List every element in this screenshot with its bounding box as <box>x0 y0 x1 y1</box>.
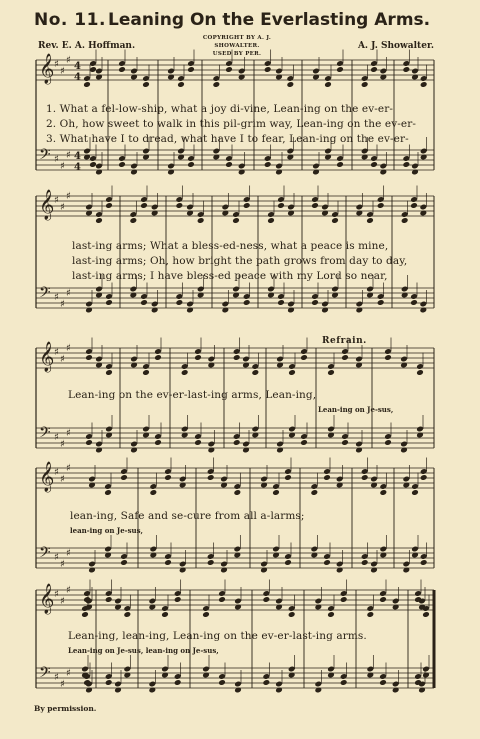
sharp-sign: ♯ <box>60 299 65 310</box>
notehead <box>277 202 285 209</box>
notehead <box>384 439 392 446</box>
notehead <box>202 611 210 618</box>
sharp-sign: ♯ <box>66 668 71 679</box>
notehead <box>225 66 233 73</box>
notehead <box>187 161 195 168</box>
notehead <box>340 596 348 603</box>
sharp-sign: ♯ <box>60 679 65 690</box>
time-signature: 4 <box>74 72 81 83</box>
notehead <box>194 354 202 361</box>
hymn-number: No. 11. <box>34 10 106 30</box>
notehead <box>85 439 93 446</box>
sharp-sign: ♯ <box>60 474 65 485</box>
notehead <box>403 66 411 73</box>
notehead <box>85 354 93 361</box>
notehead <box>341 439 349 446</box>
notehead <box>327 611 335 618</box>
notehead <box>288 369 296 376</box>
notehead <box>81 611 89 618</box>
notehead <box>142 369 150 376</box>
notehead <box>194 439 202 446</box>
refrain-label: Refrain. <box>322 336 367 346</box>
notehead <box>174 596 182 603</box>
sharp-sign: ♯ <box>54 154 59 165</box>
sharp-sign: ♯ <box>60 66 65 77</box>
notehead <box>384 354 392 361</box>
notehead <box>154 354 162 361</box>
sharp-sign: ♯ <box>54 432 59 443</box>
verse-1-line-1: 1. What a fel-low-ship, what a joy di-vine, Lean-ing on the ev-er- <box>46 103 393 115</box>
notehead <box>422 611 430 618</box>
refrain-line-2: lean-ing, Safe and se-cure from all a-larms; <box>70 510 305 522</box>
notehead <box>140 299 148 306</box>
notehead <box>104 489 112 496</box>
notehead <box>411 489 419 496</box>
sharp-sign: ♯ <box>60 202 65 213</box>
notehead <box>95 217 103 224</box>
treble-clef: 𝄞 <box>39 584 55 614</box>
treble-clef: 𝄞 <box>39 190 55 220</box>
notehead <box>380 489 388 496</box>
notehead <box>264 66 272 73</box>
notehead <box>181 369 189 376</box>
sharp-sign: ♯ <box>54 467 59 478</box>
permission-footer: By permission. <box>34 704 97 713</box>
notehead <box>263 679 271 686</box>
notehead <box>176 202 184 209</box>
notehead <box>327 369 335 376</box>
verse-3-line-1: 3. What have I to dread, what have I to fear, Lean-ing on the ev-er- <box>46 133 409 145</box>
bass-clef: 𝄢 <box>39 146 51 167</box>
notehead <box>288 611 296 618</box>
notehead <box>105 202 113 209</box>
notehead <box>234 489 242 496</box>
notehead <box>300 439 308 446</box>
notehead <box>366 217 374 224</box>
notehead <box>118 66 126 73</box>
time-signature: 4 <box>74 151 81 162</box>
notehead <box>336 161 344 168</box>
notehead <box>120 474 128 481</box>
sharp-sign: ♯ <box>66 428 71 439</box>
notehead <box>105 299 113 306</box>
notehead <box>124 611 132 618</box>
notehead <box>264 161 272 168</box>
refrain-line-1: Lean-ing on the ev-er-last-ing arms, Lean-ing, <box>68 389 317 401</box>
sharp-sign: ♯ <box>60 596 65 607</box>
notehead <box>263 596 271 603</box>
notehead <box>105 596 113 603</box>
notehead <box>233 354 241 361</box>
notehead <box>377 202 385 209</box>
copyright-line-2: USED BY PER. <box>212 51 262 57</box>
notehead <box>225 161 233 168</box>
verse-3-line-2: last-ing arms; I have bless-ed peace with my Lord so near, <box>72 270 388 282</box>
notehead <box>311 489 319 496</box>
notehead <box>197 217 205 224</box>
notehead <box>410 202 418 209</box>
sharp-sign: ♯ <box>66 191 71 202</box>
notehead <box>105 679 113 686</box>
notehead <box>233 439 241 446</box>
sharp-sign: ♯ <box>60 354 65 365</box>
notehead <box>367 611 375 618</box>
notehead <box>336 66 344 73</box>
notehead <box>120 559 128 566</box>
notehead <box>232 217 240 224</box>
notehead <box>420 559 428 566</box>
notehead <box>300 354 308 361</box>
notehead <box>410 299 418 306</box>
notehead <box>361 474 369 481</box>
refrain-line-3: Lean-ing, lean-ing, Lean-ing on the ev-er-last-ing arms. <box>68 630 367 642</box>
bass-clef: 𝄢 <box>39 544 51 565</box>
sharp-sign: ♯ <box>54 195 59 206</box>
refrain-line-2-bass: lean-ing on Je-sus, <box>70 526 143 535</box>
notehead <box>311 202 319 209</box>
notehead <box>370 161 378 168</box>
notehead <box>272 489 280 496</box>
sharp-sign: ♯ <box>54 59 59 70</box>
notehead <box>154 439 162 446</box>
notehead <box>161 611 169 618</box>
bass-clef: 𝄢 <box>39 664 51 685</box>
notehead <box>218 596 226 603</box>
author-credit: Rev. E. A. Hoffman. <box>38 41 136 51</box>
notehead <box>416 369 424 376</box>
sharp-sign: ♯ <box>60 559 65 570</box>
composer-credit: A. J. Showalter. <box>357 41 434 51</box>
sharp-sign: ♯ <box>66 585 71 596</box>
hymn-title: Leaning On the Everlasting Arms. <box>108 10 431 30</box>
notehead <box>340 679 348 686</box>
notehead <box>361 559 369 566</box>
notehead <box>331 217 339 224</box>
notehead <box>324 81 332 88</box>
sharp-sign: ♯ <box>60 161 65 172</box>
sharp-sign: ♯ <box>66 548 71 559</box>
notehead <box>311 299 319 306</box>
notehead <box>377 299 385 306</box>
bass-clef: 𝄢 <box>39 424 51 445</box>
sharp-sign: ♯ <box>66 343 71 354</box>
sharp-sign: ♯ <box>66 55 71 66</box>
notehead <box>420 81 428 88</box>
notehead <box>277 299 285 306</box>
notehead <box>105 369 113 376</box>
verse-2-line-1: 2. Oh, how sweet to walk in this pil-grim way, Lean-ing on the ev-er- <box>46 118 416 130</box>
time-signature: 4 <box>74 162 81 173</box>
notehead <box>118 161 126 168</box>
notehead <box>379 679 387 686</box>
sharp-sign: ♯ <box>66 288 71 299</box>
notehead <box>287 81 295 88</box>
notehead <box>341 354 349 361</box>
sharp-sign: ♯ <box>66 463 71 474</box>
notehead <box>267 217 275 224</box>
notehead <box>174 679 182 686</box>
notehead <box>284 474 292 481</box>
refrain-line-3-bass: Lean-ing on Je-sus, lean-ing on Je-sus, <box>68 646 219 655</box>
notehead <box>176 299 184 306</box>
sharp-sign: ♯ <box>54 589 59 600</box>
notehead <box>252 369 260 376</box>
notehead <box>213 81 221 88</box>
notehead <box>89 161 97 168</box>
notehead <box>323 559 331 566</box>
notehead <box>187 66 195 73</box>
notehead <box>361 81 369 88</box>
copyright-line-1: COPYRIGHT BY A. J. SHOWALTER. <box>202 35 272 49</box>
notehead <box>130 217 138 224</box>
notehead <box>150 489 158 496</box>
notehead <box>218 679 226 686</box>
notehead <box>207 474 215 481</box>
notehead <box>243 299 251 306</box>
notehead <box>207 559 215 566</box>
time-signature: 4 <box>74 61 81 72</box>
notehead <box>379 596 387 603</box>
treble-clef: 𝄞 <box>39 342 55 372</box>
notehead <box>83 81 91 88</box>
treble-clef: 𝄞 <box>39 54 55 84</box>
notehead <box>420 474 428 481</box>
sharp-sign: ♯ <box>54 552 59 563</box>
notehead <box>142 81 150 88</box>
notehead <box>177 81 185 88</box>
bass-clef: 𝄢 <box>39 284 51 305</box>
sharp-sign: ♯ <box>54 347 59 358</box>
notehead <box>164 474 172 481</box>
notehead <box>140 202 148 209</box>
refrain-line-1-bass: Lean-ing on Je-sus, <box>318 405 394 414</box>
notehead <box>401 217 409 224</box>
sharp-sign: ♯ <box>66 150 71 161</box>
notehead <box>370 66 378 73</box>
treble-clef: 𝄞 <box>39 462 55 492</box>
sharp-sign: ♯ <box>54 672 59 683</box>
notehead <box>243 202 251 209</box>
sharp-sign: ♯ <box>60 439 65 450</box>
notehead <box>403 161 411 168</box>
notehead <box>164 559 172 566</box>
notehead <box>323 474 331 481</box>
verse-2-line-2: last-ing arms; Oh, how bright the path grows from day to day, <box>72 255 408 267</box>
verse-1-line-2: last-ing arms; What a bless-ed-ness, what a peace is mine, <box>72 240 389 252</box>
sharp-sign: ♯ <box>54 292 59 303</box>
notehead <box>284 559 292 566</box>
